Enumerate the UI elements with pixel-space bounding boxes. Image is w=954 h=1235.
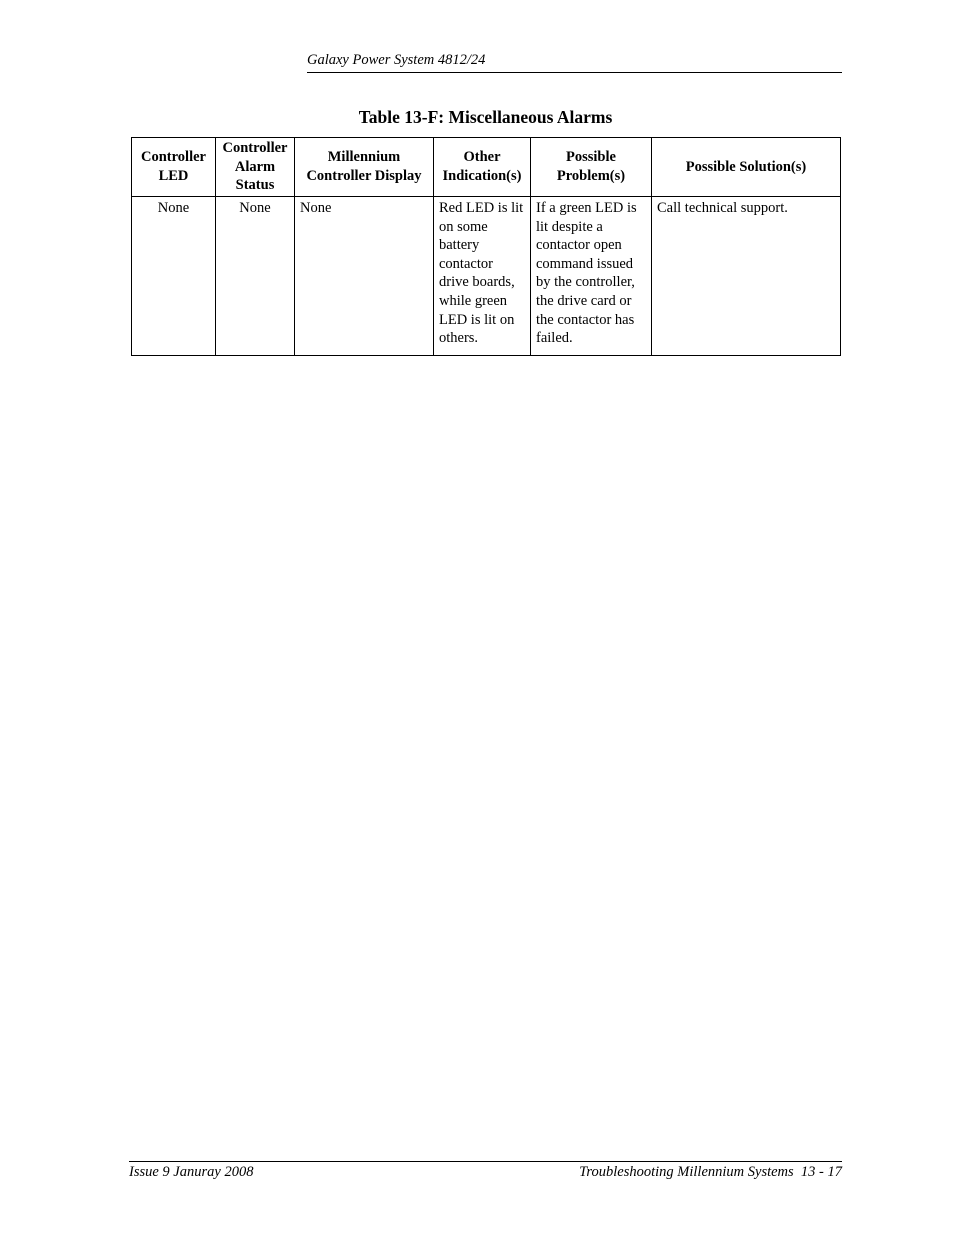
column-header-controller-led: Controller LED [132,138,216,197]
footer-issue-date: Issue 9 Januray 2008 [129,1164,254,1180]
cell-millennium-controller-display: None [295,197,434,356]
column-header-millennium-controller-display: Millennium Controller Display [295,138,434,197]
running-header [307,51,842,73]
running-footer [129,1161,842,1181]
cell-controller-led: None [132,197,216,356]
cell-other-indications: Red LED is lit on some battery contactor drive boards, while green LED is lit on others. [434,197,531,356]
cell-possible-problems: If a green LED is lit despite a contactor open command issued by the controller, the drive card or the contactor has failed. [531,197,652,356]
running-header-title: Galaxy Power System 4812/24 [307,52,486,68]
column-header-other-indications: Other Indication(s) [434,138,531,197]
column-header-possible-problems: Possible Problem(s) [531,138,652,197]
cell-possible-solutions: Call technical support. [652,197,841,356]
column-header-controller-alarm-status: Controller Alarm Status [216,138,295,197]
column-header-possible-solutions: Possible Solution(s) [652,138,841,197]
alarms-table [131,137,841,356]
cell-controller-alarm-status: None [216,197,295,356]
table-title: Table 13-F: Miscellaneous Alarms [358,107,613,127]
footer-section-page: Troubleshooting Millennium Systems 13 - 17 [579,1164,842,1180]
table-header-row [132,138,841,197]
table-row [132,197,841,356]
